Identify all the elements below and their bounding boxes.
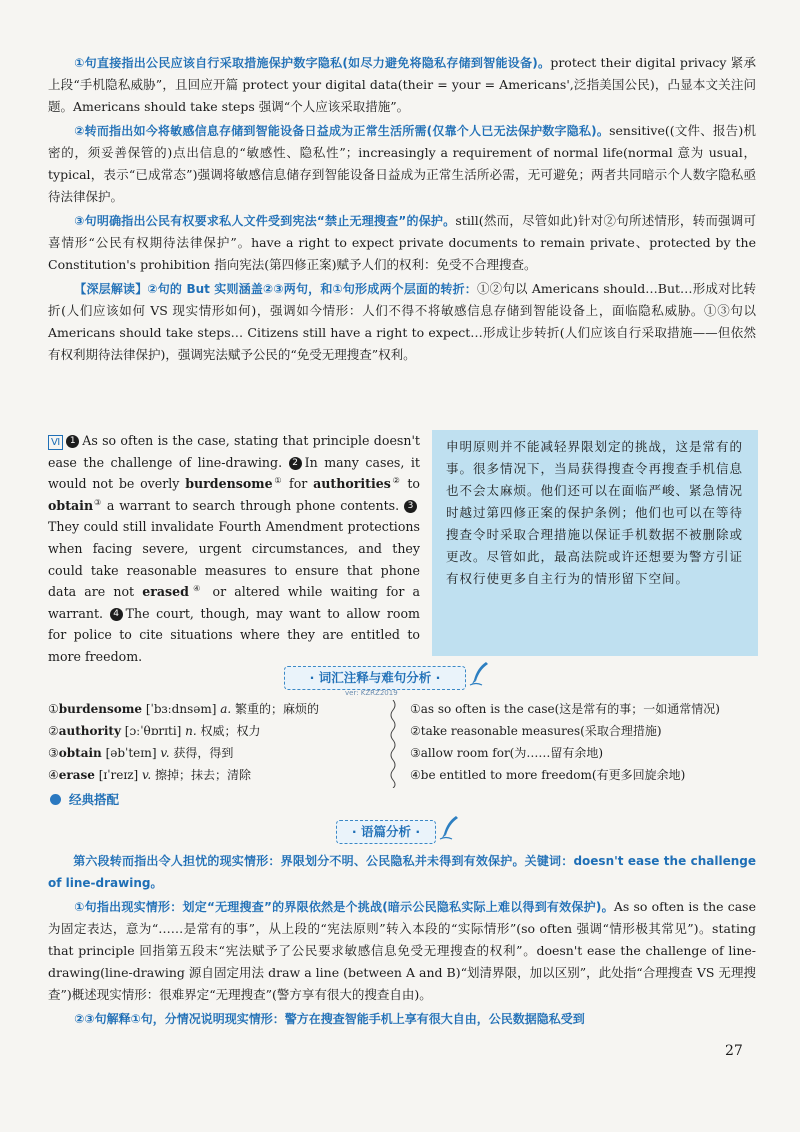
vocab-num: ① bbox=[48, 702, 59, 716]
sentence-number-4: 4 bbox=[110, 608, 123, 621]
vocab-item bbox=[48, 698, 378, 720]
analysis-paragraph-2 bbox=[48, 120, 756, 208]
vocab-pos: v. bbox=[142, 768, 152, 782]
analysis-3-heading: ③句明确指出公民有权要求私人文件受到宪法“禁止无理搜查”的保护。 bbox=[74, 214, 456, 228]
deep-analysis-heading: 【深层解读】②句的 But 实则涵盖②③两句，和①句形成两个层面的转折： bbox=[74, 282, 477, 296]
vocab-meaning: 擦掉；抹去；清除 bbox=[155, 768, 252, 782]
vocab-pos: n. bbox=[185, 724, 197, 738]
footnote-marker-2: ② bbox=[390, 476, 402, 485]
quill-pen-icon bbox=[438, 814, 460, 840]
vocab-word-authorities: authorities bbox=[313, 476, 391, 492]
vocab-word: erase bbox=[58, 768, 95, 782]
bottom-analysis-1-heading: ①句指出现实情形：划定“无理搜查”的界限依然是个挑战(暗示公民隐私实际上难以得到有效保护)。 bbox=[74, 900, 614, 914]
vocab-num: ③ bbox=[48, 746, 59, 760]
paragraph-tag: Ⅵ bbox=[48, 435, 63, 450]
vocab-phonetic: [əbˈteɪn] bbox=[105, 746, 157, 760]
sentence-1: As so often is the case, stating that principle doesn't ease the challenge of line-drawing. bbox=[48, 433, 420, 470]
passage-english bbox=[48, 430, 420, 668]
translation-box bbox=[432, 430, 758, 656]
analysis-3-body: still(然而，尽管如此)针对②句所述情形，转而强调可喜情形“公民有权期待法律保护”。have a right to expect private documents to remain private、protected by the Constitution's prohibition 指向宪法(第四修正案)赋予人们的权利：免受不合理搜查。 bbox=[48, 213, 757, 272]
bullet-dot-icon bbox=[50, 794, 61, 805]
footnote-marker-4: ④ bbox=[188, 583, 205, 593]
vocab-phonetic: [ɔːˈθɒrɪti] bbox=[124, 724, 182, 738]
sentence-4: The court, though, may want to allow room for police to cite situations where they are entitled to more freedom. bbox=[48, 605, 420, 664]
analysis-bottom-section bbox=[48, 850, 756, 1032]
vocab-num: ④ bbox=[48, 768, 59, 782]
phrase-item: ④be entitled to more freedom(有更多回旋余地) bbox=[410, 768, 686, 782]
sentence-3-part-b: or altered while waiting for a warrant. bbox=[48, 584, 420, 621]
vocab-list-words bbox=[48, 698, 378, 786]
sentence-3-part-a: They could still invalidate Fourth Amendment protections when facing severe, urgent circumstances, and they could take reasonable measures to ensure that phone data are not bbox=[48, 519, 420, 600]
sentence-2-part-b: for bbox=[289, 476, 308, 492]
analysis-1-body: protect their digital privacy 紧承上段“手机隐私威胁”，且回应开篇 protect your digital data(their = your = Americans',泛指美国公民)，凸显本文关注问题。Americans should take steps 强调“个人应该采取措施”。 bbox=[48, 55, 756, 114]
sentence-number-3: 3 bbox=[404, 500, 417, 513]
phrase-item: ③allow room for(为……留有余地) bbox=[410, 746, 604, 760]
vocab-word-burdensome: burdensome bbox=[185, 476, 273, 492]
bottom-analysis-paragraph-1 bbox=[48, 896, 756, 1006]
analysis-2-heading: ②转而指出如今将敏感信息存储到智能设备日益成为正常生活所需(仅靠个人已无法保护数字隐私)。 bbox=[74, 124, 610, 138]
discourse-analysis-banner: · 语篇分析 · bbox=[336, 820, 436, 844]
vocab-item bbox=[48, 742, 378, 764]
sentence-number-2: 2 bbox=[289, 457, 302, 470]
paragraph-intro: 第六段转而指出令人担忧的现实情形：界限划分不明、公民隐私并未得到有效保护。关键词：doesn't ease the challenge of line-drawing。 bbox=[48, 854, 756, 890]
vocab-num: ② bbox=[48, 724, 59, 738]
phrase-item: ①as so often is the case(这是常有的事；一如通常情况) bbox=[410, 702, 720, 716]
sentence-2-part-d: a warrant to search through phone contents. bbox=[106, 497, 400, 513]
classic-collocation-label bbox=[50, 790, 119, 808]
vocab-pos: v. bbox=[160, 746, 170, 760]
bottom-analysis-1-body: As so often is the case 为固定表达，意为“……是常有的事”，从上段的“宪法原则”转入本段的“实际情形”(so often 强调“情形极其常见”)。stating that principle 回指第五段末“宪法赋予了公民要求敏感信息免受无理搜查的权利”。doesn't ease the challenge of line-drawing(line-drawing 源自固定用法 draw a line (between A and B)“划清界限，加以区别”，此处指“合理搜查 VS 无理搜查”)概述现实情形：很难界定“无理搜查”(警方享有很大的搜查自由)。 bbox=[48, 899, 756, 1002]
vocab-item bbox=[48, 720, 378, 742]
analysis-top-section bbox=[48, 52, 756, 368]
vocab-phonetic: [ˈbɜːdnsəm] bbox=[145, 702, 217, 716]
vocab-item bbox=[48, 764, 378, 786]
footnote-marker-3: ③ bbox=[93, 497, 103, 507]
deep-analysis-body: ①②句以 Americans should…But…形成对比转折(人们应该如何 VS 现实情形如何)，强调如今情形：人们不得不将敏感信息存储到智能设备上，面临隐私威胁。①③句以 Americans should take steps… Citizens still have a right to expect…形成让步转折(人们应该自行采取措施——但依然有权利期待法律保护)，强调宪法赋予公民的“免受无理搜查”权利。 bbox=[48, 281, 756, 362]
watermark-text: ver: KZRZ2019 bbox=[345, 689, 398, 697]
page-number: 27 bbox=[725, 1043, 743, 1059]
analysis-1-heading: ①句直接指出公民应该自行采取措施保护数字隐私(如尽力避免将隐私存储到智能设备)。 bbox=[74, 56, 551, 70]
wavy-divider bbox=[388, 700, 398, 788]
quill-pen-icon bbox=[468, 660, 490, 686]
vocab-pos: a. bbox=[220, 702, 232, 716]
translation-text: 申明原则并不能减轻界限划定的挑战，这是常有的事。很多情况下，当局获得搜查令再搜查手机信息也不会太麻烦。他们还可以在面临严峻、紧急情况时越过第四修正案的保护条例；他们也可以在等待搜查令时采取合理措施以保证手机数据不被删除或更改。尽管如此，最高法院或许还想要为警方引证有权行使更多自主行为的情形留下空间。 bbox=[446, 439, 744, 586]
vocab-word-erased: erased bbox=[142, 584, 189, 600]
vocab-meaning: 获得，得到 bbox=[173, 746, 234, 760]
footnote-marker-1: ① bbox=[272, 476, 284, 485]
sentence-number-1: 1 bbox=[66, 435, 79, 448]
bottom-analysis-paragraph-2 bbox=[48, 1008, 756, 1030]
sentence-2-part-a: In many cases, it would not be overly bbox=[48, 454, 420, 492]
bottom-analysis-2-heading: ②③句解释①句，分情况说明现实情形：警方在搜查智能手机上享有很大自由，公民数据隐私受到 bbox=[74, 1012, 585, 1026]
vocab-word: obtain bbox=[58, 746, 102, 760]
analysis-paragraph-3 bbox=[48, 210, 756, 276]
vocab-meaning: 繁重的；麻烦的 bbox=[235, 702, 320, 716]
vocab-meaning: 权威；权力 bbox=[200, 724, 261, 738]
classic-collocation-text: 经典搭配 bbox=[69, 792, 120, 807]
vocab-word: authority bbox=[58, 724, 121, 738]
vocab-phonetic: [ɪˈreɪz] bbox=[98, 768, 139, 782]
sentence-2-part-c: to bbox=[407, 476, 421, 492]
vocab-section-banner: · 词汇注释与难句分析 · bbox=[284, 666, 466, 690]
analysis-paragraph-1 bbox=[48, 52, 756, 118]
deep-analysis-paragraph bbox=[48, 278, 756, 366]
phrase-item: ②take reasonable measures(采取合理措施) bbox=[410, 724, 662, 738]
analysis-2-body: sensitive((文件、报告)机密的，须妥善保管的)点出信息的“敏感性、隐私性”；increasingly a requirement of normal life(normal 意为 usual，typical，表示“已成常态”)强调将敏感信息储存到智能设备日益成为正常生活所必需，无可避免；两者共同暗示个人数字隐私亟待法律保护。 bbox=[48, 123, 756, 204]
vocab-word-obtain: obtain bbox=[48, 497, 94, 513]
vocab-list-phrases bbox=[410, 698, 760, 786]
vocab-word: burdensome bbox=[58, 702, 143, 716]
